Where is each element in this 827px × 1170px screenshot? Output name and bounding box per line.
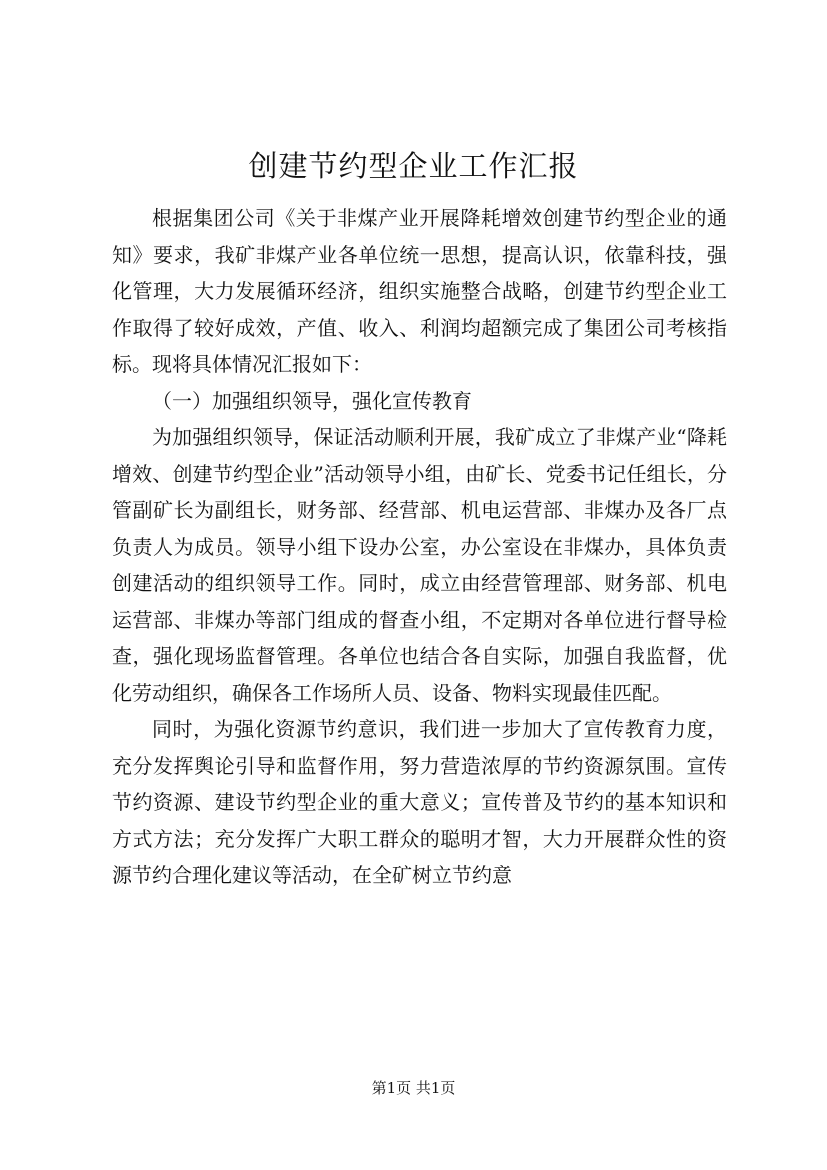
- document-title: 创建节约型企业工作汇报: [248, 149, 579, 183]
- section-heading-1: （一）加强组织领导，强化宣传教育: [152, 388, 472, 413]
- paragraph-intro: 根据集团公司《关于非煤产业开展降耗增效创建节约型企业的通知》要求，我矿非煤产业各单位统一思想，提高认识，依靠科技，强化管理，大力发展循环经济，组织实施整合战略，创建节约型企业工作取得了较好成效，产值、收入、利润均超额完成了集团公司考核指标。现将具体情况汇报如下：: [112, 206, 727, 376]
- paragraph-publicity: 同时，为强化资源节约意识，我们进一步加大了宣传教育力度，充分发挥舆论引导和监督作用，努力营造浓厚的节约资源氛围。宣传节约资源、建设节约型企业的重大意义；宣传普及节约的基本知识和方式方法；充分发挥广大职工群众的聪明才智，大力开展群众性的资源节约合理化建议等活动，在全矿树立节约意: [112, 717, 727, 887]
- paragraph-organization: 为加强组织领导，保证活动顺利开展，我矿成立了非煤产业“降耗增效、创建节约型企业”活动领导小组，由矿长、党委书记任组长，分管副矿长为副组长，财务部、经营部、机电运营部、非煤办及各厂点负责人为成员。领导小组下设办公室，办公室设在非煤办，具体负责创建活动的组织领导工作。同时，成立由经营管理部、财务部、机电运营部、非煤办等部门组成的督查小组，不定期对各单位进行督导检查，强化现场监督管理。各单位也结合各自实际，加强自我监督，优化劳动组织，确保各工作场所人员、设备、物料实现最佳匹配。: [112, 425, 727, 705]
- document-body: [112, 200, 727, 894]
- page-footer: 第1页 共1页: [371, 1079, 456, 1097]
